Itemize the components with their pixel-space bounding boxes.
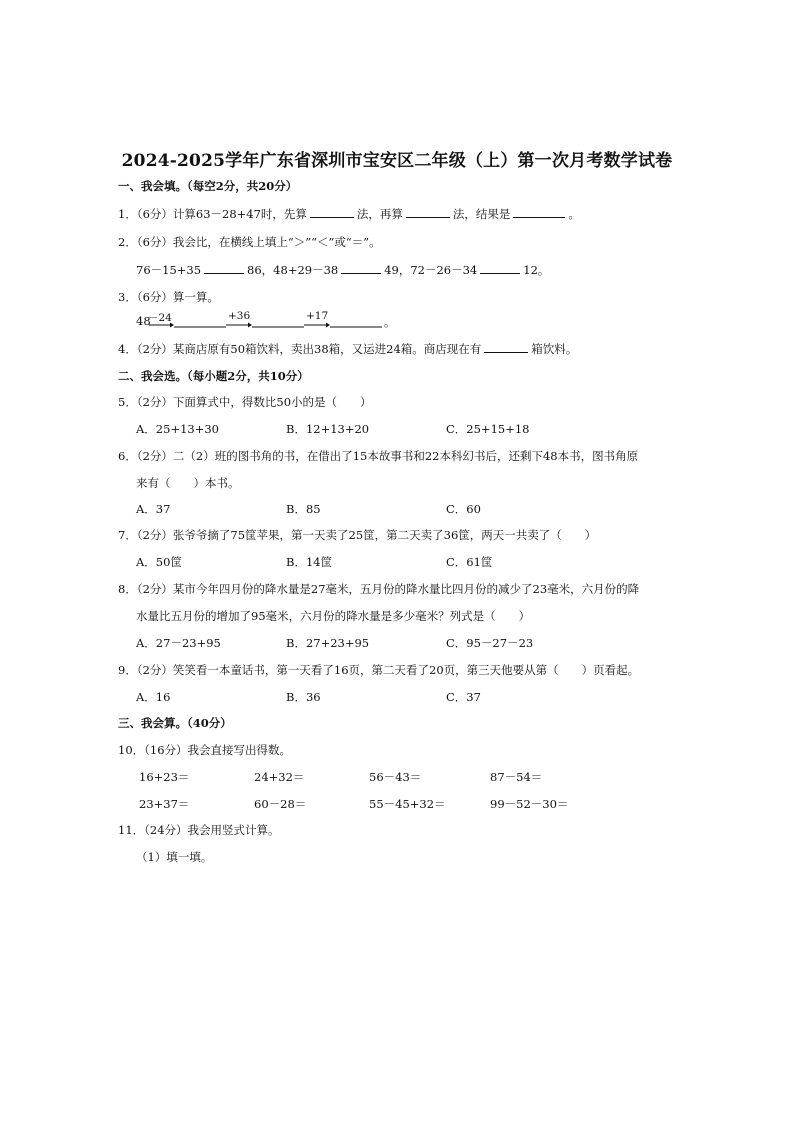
q1-text-mid2: 法，结果是 [452,207,511,221]
q1-blank-1[interactable] [310,206,354,218]
q6-option-b[interactable]: B．85 [286,502,321,516]
q3-op-3: +17 [306,310,329,322]
q1-blank-3[interactable] [513,206,565,218]
q3-op-1: －24 [148,312,172,324]
q3-start-number: 48 [136,314,151,328]
question-2-items [136,262,549,278]
question-6-line-1: 6．（2分）二（2）班的图书角的书，在借出了15本故事书和22本科幻书后，还剩下48本书，图书角原 [118,449,639,463]
q6-option-a[interactable]: A．37 [136,502,171,516]
question-11: 11．（24分）我会用竖式计算。 [118,823,280,837]
q9-option-b[interactable]: B．36 [286,690,321,704]
q9-option-a[interactable]: A．16 [136,690,171,704]
q2-expr-a: 76－15+35 [136,263,202,277]
question-3: 3．（6分）算一算。 [118,290,219,304]
q2-expr-b: 86，48+29－38 [247,263,339,277]
q2-blank-2[interactable] [341,262,381,274]
q10-row1-item-4: 87－54＝ [490,770,543,784]
q2-expr-c: 49，72－26－34 [384,263,478,277]
q3-arrows-svg [136,311,416,333]
q2-blank-1[interactable] [204,262,244,274]
q1-text-end: 。 [568,207,580,221]
question-11-sub-1: （1）填一填。 [136,850,213,864]
question-6-line-2: 来有（ ）本书。 [136,476,240,490]
q3-op-2: +36 [228,310,251,322]
question-7: 7．（2分）张爷爷摘了75筐苹果，第一天卖了25筐，第二天卖了36筐，两天一共卖了（ ） [118,528,597,542]
q3-arrowhead-2 [248,323,252,328]
section-3-heading: 三、我会算。（40分） [118,716,232,730]
q6-option-c[interactable]: C．60 [446,502,481,516]
q4-blank[interactable] [484,341,528,353]
question-4 [118,341,577,357]
q10-row1-item-1: 16+23＝ [139,770,190,784]
q8-option-b[interactable]: B．27+23+95 [286,636,370,650]
q3-arrowhead-3 [326,323,330,328]
q4-text-end: 箱饮料。 [531,342,578,356]
question-8-line-2: 水量比五月份的增加了95毫米，六月份的降水量是多少毫米？列式是（ ） [136,609,531,623]
question-1 [118,206,580,222]
section-1-heading: 一、我会填。（每空2分，共20分） [118,179,298,193]
q9-option-c[interactable]: C．37 [446,690,481,704]
section-2-heading: 二、我会选。（每小题2分，共10分） [118,369,309,383]
q5-option-b[interactable]: B．12+13+20 [286,422,370,436]
q7-option-a[interactable]: A．50筐 [136,555,182,569]
q1-text-mid1: 法，再算 [356,207,403,221]
q5-option-a[interactable]: A．25+13+30 [136,422,219,436]
q2-blank-3[interactable] [480,262,520,274]
q8-option-a[interactable]: A．27－23+95 [136,636,221,650]
q3-end: 。 [384,315,396,329]
q10-row1-item-2: 24+32＝ [254,770,305,784]
q2-expr-end: 12。 [523,263,550,277]
question-2: 2．（6分）我会比，在横线上填上“＞”“＜”或“＝”。 [118,235,381,249]
q1-text-pre: 1．（6分）计算63－28+47时，先算 [118,207,307,221]
q7-option-b[interactable]: B．14筐 [286,555,333,569]
q1-blank-2[interactable] [406,206,450,218]
q7-option-c[interactable]: C．61筐 [446,555,493,569]
q10-row2-item-2: 60－28＝ [254,797,307,811]
q8-option-c[interactable]: C．95－27－23 [446,636,534,650]
page-title: 2024-2025学年广东省深圳市宝安区二年级（上）第一次月考数学试卷 [121,151,673,171]
question-9: 9．（2分）笑笑看一本童话书，第一天看了16页，第二天看了20页，第三天他要从第（ ）页看起。 [118,663,640,677]
q10-row2-item-3: 55－45+32＝ [369,797,446,811]
q10-row2-item-1: 23+37＝ [139,797,190,811]
question-10: 10．（16分）我会直接写出得数。 [118,743,292,757]
q10-row1-item-3: 56－43＝ [369,770,422,784]
question-8-line-1: 8．（2分）某市今年四月份的降水量是27毫米，五月份的降水量比四月份的减少了23毫米，六月份的降 [118,582,640,596]
q4-text-pre: 4．（2分）某商店原有50箱饮料，卖出38箱，又运进24箱。商店现在有 [118,342,482,356]
q5-option-c[interactable]: C．25+15+18 [446,422,530,436]
q10-row2-item-4: 99－52－30＝ [490,797,569,811]
q3-arrow-chain [136,311,416,333]
question-5: 5．（2分）下面算式中，得数比50小的是（ ） [118,395,372,409]
